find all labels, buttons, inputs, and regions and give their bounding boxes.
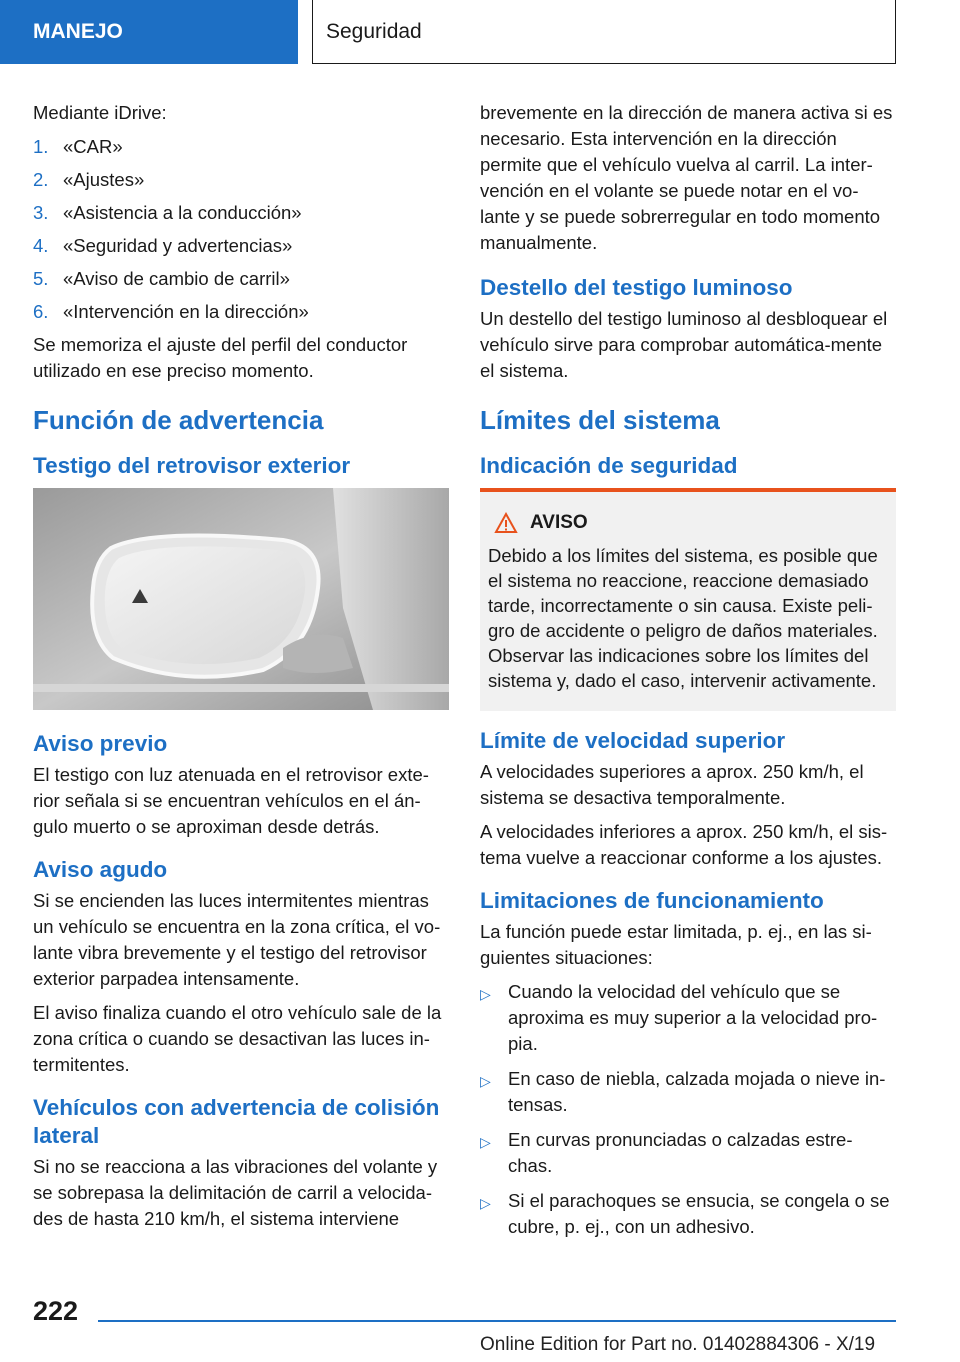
paragraph: brevemente en la dirección de manera activa si es necesario. Esta intervención en la dirección permite que el vehículo vuelva al carril. La inter-vención en el volante se puede notar en el vo-lante y se puede sobrerregular en todo momento manualmente.: [480, 102, 893, 253]
paragraph: Si se encienden las luces intermitentes mientras un vehículo se encuentra en la zona crítica, el vo-lante vibra brevemente y el testigo del retrovisor exterior parpadea intensamente.: [33, 890, 441, 989]
heading-destello: Destello del testigo luminoso: [480, 275, 793, 300]
section-title: MANEJO: [33, 20, 123, 43]
paragraph: Un destello del testigo luminoso al desbloquear el vehículo sirve para comprobar automática-mente el sistema.: [480, 308, 888, 381]
step-number: 1.: [33, 136, 49, 157]
idrive-steps: [33, 134, 449, 325]
heading-limitaciones: Limitaciones de funcionamiento: [480, 888, 824, 913]
list-item: [33, 134, 449, 160]
section-tab: [0, 0, 298, 64]
paragraph: Si no se reacciona a las vibraciones del volante y se sobrepasa la delimitación de carril a velocida-des de hasta 210 km/h, el sistema interviene: [33, 1156, 438, 1229]
intro-text: Mediante iDrive:: [33, 102, 167, 123]
bullet-triangle-icon: ▷: [480, 986, 491, 1002]
step-text: «Intervención en la dirección»: [63, 301, 309, 322]
bullet-text: Cuando la velocidad del vehículo que se aproxima es muy superior a la velocidad pro-pia.: [508, 981, 878, 1054]
chapter-header: [312, 0, 896, 64]
heading-previo: Aviso previo: [33, 731, 168, 756]
step-text: «Asistencia a la conducción»: [63, 202, 302, 223]
step-number: 2.: [33, 169, 49, 190]
step-text: «CAR»: [63, 136, 123, 157]
list-item: [33, 200, 449, 226]
footer-edition: Online Edition for Part no. 01402884306 - X/19: [480, 1334, 876, 1355]
list-item: [480, 1188, 896, 1240]
footer-divider: [98, 1320, 896, 1322]
list-item: [480, 979, 896, 1057]
bullet-triangle-icon: ▷: [480, 1134, 491, 1150]
heading-agudo: Aviso agudo: [33, 857, 168, 882]
heading-indicacion: Indicación de seguridad: [480, 453, 738, 478]
warning-text: Debido a los límites del sistema, es posible que el sistema no reaccione, reaccione demasiado tarde, incorrectamente o sin causa. Existe peli-gro de accidente o peligro de daños materiales. Observar las indicaciones sobre los límites del sistema y, dado el caso, intervenir activamente.: [488, 545, 878, 691]
right-column: [480, 100, 896, 1249]
left-column: [33, 100, 449, 1240]
list-item: [33, 299, 449, 325]
step-number: 5.: [33, 268, 49, 289]
step-text: «Aviso de cambio de carril»: [63, 268, 290, 289]
step-number: 6.: [33, 301, 49, 322]
chapter-title: Seguridad: [326, 19, 422, 43]
mirror-illustration: [33, 488, 449, 710]
warning-triangle-icon: [494, 512, 518, 534]
paragraph: El testigo con luz atenuada en el retrovisor exte-rior señala si se encuentran vehículos en el án-gulo muerto o se aproximan desde detrás.: [33, 764, 429, 837]
memo-text: Se memoriza el ajuste del perfil del conductor utilizado en ese preciso momento.: [33, 334, 408, 381]
bullet-triangle-icon: ▷: [480, 1073, 491, 1089]
heading-lateral: Vehículos con advertencia de colisión lateral: [33, 1095, 440, 1148]
step-number: 4.: [33, 235, 49, 256]
heading-funcion: Función de advertencia: [33, 405, 324, 435]
step-text: «Ajustes»: [63, 169, 145, 190]
heading-limites: Límites del sistema: [480, 405, 720, 435]
paragraph: El aviso finaliza cuando el otro vehículo sale de la zona crítica o cuando se desactivan las luces in-termitentes.: [33, 1002, 442, 1075]
list-item: [33, 266, 449, 292]
list-item: [33, 233, 449, 259]
bullet-text: En caso de niebla, calzada mojada o nieve in-tensas.: [508, 1068, 886, 1115]
page-number: 222: [33, 1296, 79, 1326]
heading-testigo: Testigo del retrovisor exterior: [33, 453, 351, 478]
step-number: 3.: [33, 202, 49, 223]
list-item: [33, 167, 449, 193]
paragraph: A velocidades superiores a aprox. 250 km/h, el sistema se desactiva temporalmente.: [480, 761, 864, 808]
heading-velocidad: Límite de velocidad superior: [480, 728, 786, 753]
bullet-triangle-icon: ▷: [480, 1195, 491, 1211]
bullet-text: Si el parachoques se ensucia, se congela o se cubre, p. ej., con un adhesivo.: [508, 1190, 890, 1237]
list-item: [480, 1127, 896, 1179]
paragraph: A velocidades inferiores a aprox. 250 km/h, el sis-tema vuelve a reaccionar conforme a los ajustes.: [480, 821, 888, 868]
paragraph: La función puede estar limitada, p. ej., en las si-guientes situaciones:: [480, 921, 872, 968]
warning-title: AVISO: [530, 512, 588, 533]
warning-box: [480, 488, 896, 711]
step-text: «Seguridad y advertencias»: [63, 235, 293, 256]
limitations-list: [480, 979, 896, 1240]
list-item: [480, 1066, 896, 1118]
bullet-text: En curvas pronunciadas o calzadas estre-chas.: [508, 1129, 853, 1176]
warning-header: [488, 510, 888, 535]
